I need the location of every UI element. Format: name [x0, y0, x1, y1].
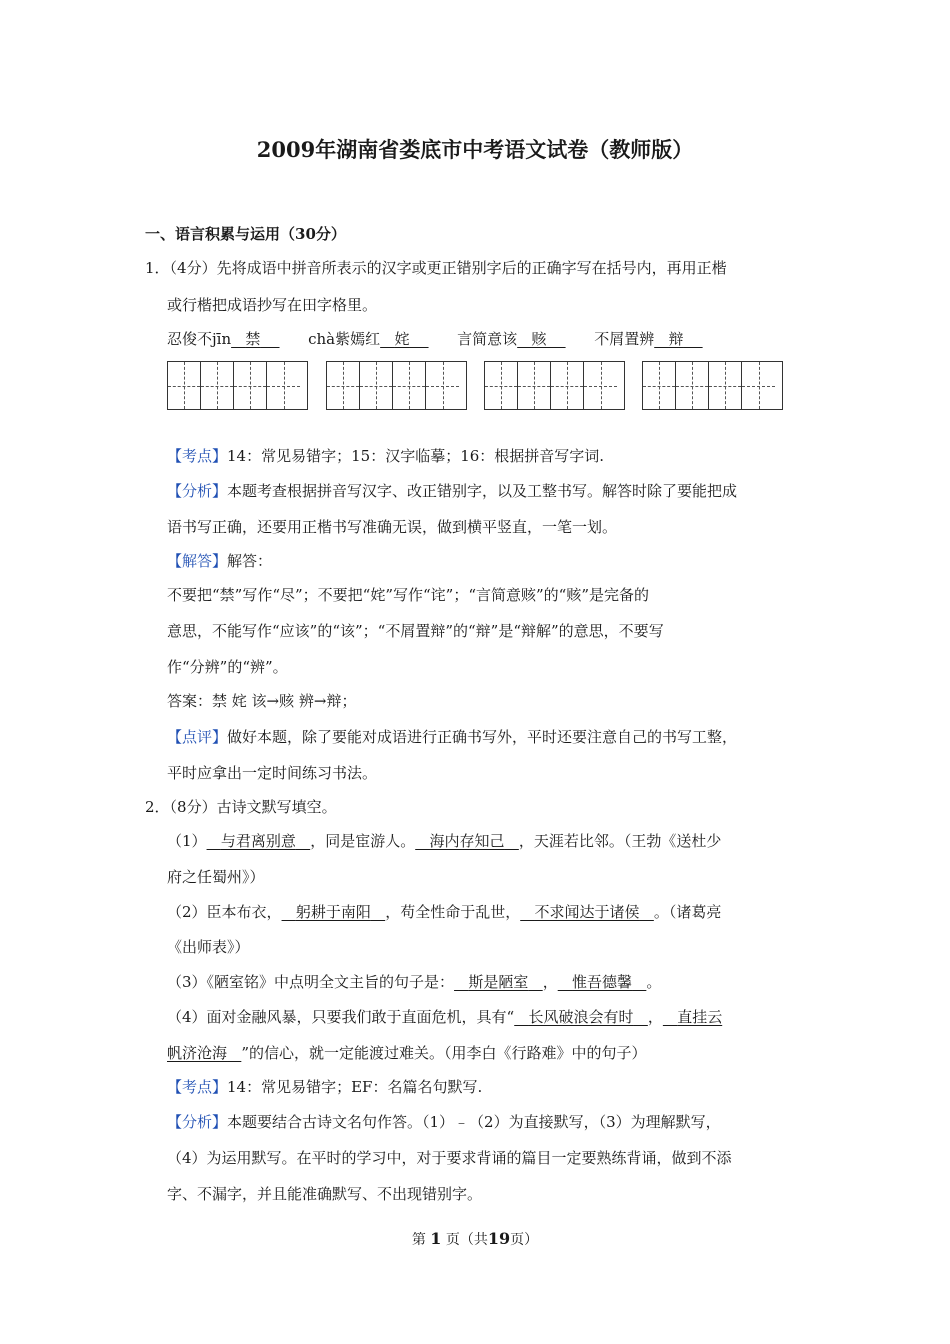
question-score: （8分） — [169, 798, 217, 816]
jieda: 【解答】解答： — [167, 552, 273, 570]
kaodian-label: 【考点】 — [167, 447, 228, 465]
fenxi-label: 【分析】 — [167, 482, 228, 500]
subquestion-2: （2）臣本布衣， 躬耕于南阳 ，苟全性命于乱世， 不求闻达于诸侯 。（诸葛亮 — [167, 903, 722, 921]
answer-blank: 斯是陋室 — [468, 973, 529, 991]
question-text: 先将成语中拼音所表示的汉字或更正错别字后的正确字写在括号内，再用正楷 — [216, 259, 727, 277]
answer-blank: 海内存知己 — [429, 832, 505, 850]
idiom-item: 言简意该 赅 — [457, 330, 547, 348]
kaodian: 【考点】14：常见易错字；EF：名篇名句默写. — [167, 1078, 483, 1096]
answer-blank: 帆济沧海 — [167, 1044, 228, 1062]
tianzige-cell[interactable] — [551, 362, 584, 409]
tianzige-cell[interactable] — [518, 362, 551, 409]
question-1-line — [145, 258, 727, 278]
tianzige-grid[interactable] — [642, 361, 783, 410]
idiom-item: 忍俊不jīn 禁 — [167, 330, 261, 348]
tianzige-cell[interactable] — [676, 362, 709, 409]
kaodian-label: 【考点】 — [167, 1078, 228, 1096]
tianzige-cell[interactable] — [267, 362, 300, 409]
question-score: （4分） — [169, 259, 217, 277]
idiom-item: 不屑置辨 辩 — [594, 330, 684, 348]
fenxi: 【分析】本题要结合古诗文名句作答。（1）﹣（2）为直接默写，（3）为理解默写， — [167, 1113, 721, 1131]
dianping-label: 【点评】 — [167, 728, 228, 746]
dianping-cont: 平时应拿出一定时间练习书法。 — [167, 764, 378, 782]
answer-blank: 长风破浪会有时 — [528, 1008, 634, 1026]
tianzige-cell[interactable] — [742, 362, 775, 409]
idiom-row — [167, 329, 703, 349]
answer-blank: 躬耕于南阳 — [295, 903, 371, 921]
jieda-text: 作“分辨”的“辨”。 — [167, 658, 288, 676]
idiom-item: chà紫嫣红 姹 — [308, 330, 410, 348]
subquestion-4-cont: 帆济沧海 ”的信心，就一定能渡过难关。（用李白《行路难》中的句子） — [167, 1044, 647, 1062]
subquestion-1-cont: 府之任蜀州》） — [167, 868, 265, 886]
tianzige-cell[interactable] — [234, 362, 267, 409]
subquestion-3: （3）《陋室铭》中点明全文主旨的句子是： 斯是陋室 ， 惟吾德馨 。 — [167, 973, 662, 991]
question-number: 2． — [145, 798, 170, 816]
tianzige-cell[interactable] — [201, 362, 234, 409]
tianzige-cell[interactable] — [426, 362, 459, 409]
fenxi-cont: 语书写正确，还要用正楷书写准确无误，做到横平竖直，一笔一划。 — [167, 518, 618, 536]
jieda-text: 不要把“禁”写作“尽”；不要把“姹”写作“诧”；“言简意赅”的“赅”是完备的 — [167, 586, 650, 604]
tianzige-cell[interactable] — [393, 362, 426, 409]
question-2-line — [145, 797, 337, 817]
tianzige-cell[interactable] — [360, 362, 393, 409]
fenxi-cont: 字、不漏字，并且能准确默写、不出现错别字。 — [167, 1185, 483, 1203]
subquestion-2-cont: 《出师表》） — [167, 938, 250, 956]
tianzige-cell[interactable] — [584, 362, 617, 409]
subquestion-1: （1） 与君离别意 ，同是宦游人。 海内存知己 ，天涯若比邻。（王勃《送杜少 — [167, 832, 722, 850]
tianzige-grid[interactable] — [484, 361, 625, 410]
tianzige-cell[interactable] — [709, 362, 742, 409]
tianzige-cell[interactable] — [485, 362, 518, 409]
dianping: 【点评】做好本题，除了要能对成语进行正确书写外，平时还要注意自己的书写工整， — [167, 728, 738, 746]
page-number: 1 — [430, 1229, 442, 1248]
tianzige-cell[interactable] — [327, 362, 360, 409]
page-footer: 第 1 页（共19页） — [411, 1229, 539, 1248]
section-heading: 一、语言积累与运用（30分） — [145, 225, 346, 243]
page-title: 2009年湖南省娄底市中考语文试卷（教师版） — [256, 137, 694, 162]
fenxi: 【分析】本题考查根据拼音写汉字、改正错别字，以及工整书写。解答时除了要能把成 — [167, 482, 738, 500]
answer-blank: 惟吾德馨 — [572, 973, 633, 991]
page-total: 19 — [487, 1229, 511, 1248]
jieda-label: 【解答】 — [167, 552, 228, 570]
answer-line: 答案：禁 姹 该→赅 辨→辩； — [167, 692, 357, 710]
jieda-text: 意思，不能写作“应该”的“该”；“不屑置辩”的“辩”是“辩解”的意思，不要写 — [167, 622, 664, 640]
question-text: 古诗文默写填空。 — [216, 798, 337, 816]
answer-blank: 与君离别意 — [220, 832, 296, 850]
answer-blank: 赅 — [531, 330, 547, 348]
fenxi-label: 【分析】 — [167, 1113, 228, 1131]
fenxi-cont: （4）为运用默写。在平时的学习中，对于要求背诵的篇目一定要熟练背诵，做到不添 — [167, 1149, 732, 1167]
question-text-cont: 或行楷把成语抄写在田字格里。 — [167, 296, 378, 314]
tianzige-grid[interactable] — [326, 361, 467, 410]
answer-blank: 辩 — [668, 330, 684, 348]
answer-blank: 直挂云 — [677, 1008, 723, 1026]
tianzige-cell[interactable] — [643, 362, 676, 409]
tianzige-grid[interactable] — [167, 361, 308, 410]
kaodian: 【考点】14：常见易错字；15：汉字临摹；16：根据拼音写字词. — [167, 447, 605, 465]
answer-blank: 姹 — [394, 330, 410, 348]
answer-blank: 禁 — [245, 330, 261, 348]
question-number: 1． — [145, 259, 170, 277]
tianzige-cell[interactable] — [168, 362, 201, 409]
answer-blank: 不求闻达于诸侯 — [534, 903, 640, 921]
subquestion-4: （4）面对金融风暴，只要我们敢于直面危机，具有“ 长风破浪会有时 ， 直挂云 — [167, 1008, 723, 1026]
